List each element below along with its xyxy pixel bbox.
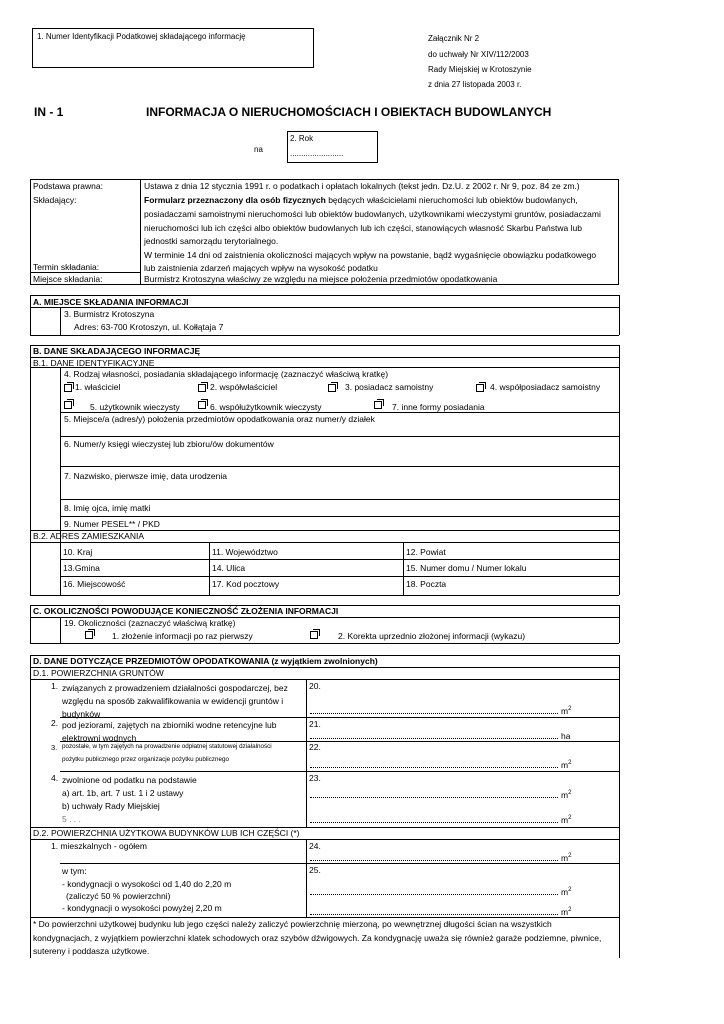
house-number-label: 15. Numer domu / Numer lokalu — [406, 563, 527, 573]
d2-row-1-label: 1. mieszkalnych - ogółem — [51, 841, 147, 851]
field-23a-unit: $m^2$ — [561, 789, 572, 800]
field-6-label: 6. Numer/y księgi wieczystej lub zbioru/ów dokumentów — [64, 439, 274, 449]
street-label: 14. Ulica — [212, 563, 246, 573]
field-22-label: 22. — [309, 742, 321, 752]
city-label: 16. Miejscowość — [63, 579, 126, 589]
circumstance-checkbox-1[interactable] — [85, 631, 93, 639]
ownership-option-6: 6. współużytkownik wieczysty — [210, 402, 322, 412]
d1-heading: D.1. POWIERZCHNIA GRUNTÓW — [33, 668, 164, 678]
field-25b-unit: $m^2$ — [561, 906, 572, 917]
field-5-label: 5. Miejsce/a (adres/y) położenia przedmiotów opodatkowania oraz numer/y działek — [64, 414, 375, 424]
attachment-line-4: z dnia 27 listopada 2003 r. — [428, 80, 522, 89]
office-address: Adres: 63-700 Krotoszyn, ul. Kołłątaja 7 — [74, 322, 224, 332]
field-7-label: 7. Nazwisko, pierwsze imię, data urodzenia — [64, 471, 227, 481]
footnote-line-1: * Do powierzchni użytkowej budynku lub jego części należy zaliczyć powierzchnię mierzoną, po wewnętrznej długości ścian na wszystkich — [33, 919, 552, 929]
ownership-checkbox-4[interactable] — [476, 384, 484, 392]
postal-code-label: 17. Kod pocztowy — [212, 579, 280, 589]
field-4-label: 4. Rodzaj własności, posiadania składającego informację (zaznaczyć właściwą kratkę) — [64, 369, 389, 379]
section-d-heading: D. DANE DOTYCZĄCE PRZEDMIOTÓW OPODATKOWANIA (z wyjątkiem zwolnionych) — [33, 656, 378, 666]
year-label: 2. Rok — [290, 134, 314, 143]
d1-row-4-line-4: 5 . . . — [62, 814, 81, 824]
b1-heading: B.1. DANE IDENTYFIKACYJNE — [33, 358, 155, 368]
miejsce-text: Burmistrz Krotoszyna właściwy ze względu na miejsce położenia przedmiotów opodatkowania — [144, 274, 498, 284]
section-b-heading: B. DANE SKŁADAJĄCEGO INFORMACJĘ — [33, 346, 201, 356]
termin-label: Termin składania: — [33, 262, 100, 272]
ownership-option-2: 2. współwłaściciel — [210, 382, 278, 392]
miejsce-label: Miejsce składania: — [33, 274, 103, 284]
d1-row-3-number: 3. — [51, 743, 58, 752]
field-24-label: 24. — [309, 841, 321, 851]
attachment-line-1: Załącznik Nr 2 — [428, 34, 480, 43]
footnote-line-2: kondygnacjach, z wyjątkiem powierzchni klatek schodowych oraz szybów dźwigowych. Za kondygnację uważa się również garaże podziemne, piwnice, — [33, 933, 602, 943]
post-office-label: 18. Poczta — [406, 579, 447, 589]
skladajacy-line-1: posiadaczami samoistnymi nieruchomości lub obiektów budowlanych, użytkownikami wieczystymi gruntów, posiadaczami — [144, 209, 601, 219]
d1-row-1-line-1: związanych z prowadzeniem działalności gospodarczej, bez — [62, 683, 288, 693]
field-3-label: 3. Burmistrz Krotoszyna — [64, 309, 155, 319]
ownership-option-5: 5. użytkownik wieczysty — [90, 402, 180, 412]
d1-row-1-line-2: względu na sposób zakwalifikowania w ewidencji gruntów i — [62, 696, 284, 706]
d1-row-4-number: 4. — [51, 773, 59, 783]
d1-row-4-line-1: zwolnione od podatku na podstawie — [62, 775, 197, 785]
d1-row-1-line-3: budynków — [62, 709, 101, 719]
circumstance-option-2: 2. Korekta uprzednio złożonej informacji (wykazu) — [338, 631, 526, 641]
field-23b-unit: $m^2$ — [561, 814, 572, 825]
field-21-unit: ha — [561, 731, 571, 741]
field-23-label: 23. — [309, 773, 321, 783]
skladajacy-label: Składający: — [33, 195, 77, 205]
year-dots: ........................ — [290, 149, 344, 158]
termin-line-1: W terminie 14 dni od zaistnienia okoliczności mających wpływ na powstanie, bądź wygaśnięcie obowiązku podatkowego — [144, 250, 597, 260]
d1-row-2-line-2: elektrowni wodnych — [62, 733, 137, 743]
ownership-option-3: 3. posiadacz samoistny — [345, 382, 434, 392]
d2-heading: D.2. POWIERZCHNIA UŻYTKOWA BUDYNKÓW LUB ICH CZĘŚCI (*) — [33, 828, 300, 838]
ownership-checkbox-2[interactable] — [198, 384, 206, 392]
skladajacy-line-2: nieruchomości lub ich części albo obiektów budowlanych lub ich części, stanowiących własność Skarbu Państwa lub — [144, 223, 582, 233]
ownership-checkbox-5[interactable] — [64, 401, 72, 409]
termin-line-2: lub zaistnienia zdarzeń mających wpływ na wysokość podatku — [144, 263, 378, 273]
d1-row-3-line-1: pozostałe, w tym zajętych na prowadzenie odpłatnej statutowej działalności — [62, 743, 272, 750]
ownership-option-7: 7. inne formy posiadania — [392, 402, 485, 412]
field-22-unit: $m^2$ — [561, 759, 572, 770]
field-9-label: 9. Numer PESEL** / PKD — [64, 519, 160, 529]
d1-row-1-number: 1. — [51, 681, 59, 691]
ownership-option-1: 1. właściciel — [75, 382, 121, 392]
d1-row-3-line-2: pożytku publicznego przez organizacje pożytku publicznego — [62, 756, 229, 763]
field-19-label: 19. Okoliczności (zaznaczyć właściwą kratkę) — [64, 618, 236, 628]
d2-row-2-line-2: - kondygnacji o wysokości od 1,40 do 2,20 m — [62, 879, 232, 889]
page-title: INFORMACJA O NIERUCHOMOŚCIACH I OBIEKTACH BUDOWLANYCH — [146, 105, 552, 119]
ownership-checkbox-1[interactable] — [64, 384, 72, 392]
d1-row-2-number: 2. — [51, 718, 59, 728]
field-8-label: 8. Imię ojca, imię matki — [64, 503, 151, 513]
b2-heading: B.2. ADRES ZAMIESZKANIA — [33, 531, 145, 541]
form-code: IN - 1 — [34, 105, 64, 119]
county-label: 12. Powiat — [406, 547, 446, 557]
podstawa-text: Ustawa z dnia 12 stycznia 1991 r. o podatkach i opłatach lokalnych (tekst jedn. Dz.U. z 2002 r. Nr 9, poz. 84 ze zm.) — [144, 181, 580, 191]
section-a-heading: A. MIEJSCE SKŁADANIA INFORMACJI — [33, 297, 189, 307]
attachment-line-3: Rady Miejskiej w Krotoszynie — [428, 65, 532, 74]
country-label: 10. Kraj — [63, 547, 93, 557]
d1-row-4-line-3: b) uchwały Rady Miejskiej — [62, 801, 160, 811]
footnote-line-3: sutereny i poddasza użytkowe. — [33, 946, 150, 956]
d2-row-2-line-4: - kondygnacji o wysokości powyżej 2,20 m — [62, 903, 222, 913]
skladajacy-line-3: jednostki samorządu terytorialnego. — [144, 236, 279, 246]
field-25a-unit: $m^2$ — [561, 886, 572, 897]
ownership-checkbox-6[interactable] — [198, 401, 206, 409]
circumstance-checkbox-2[interactable] — [310, 631, 318, 639]
field-20-label: 20. — [309, 681, 321, 691]
d1-row-2-line-1: pod jeziorami, zajętych na zbiorniki wodne retencyjne lub — [62, 720, 277, 730]
d2-row-2-line-1: w tym: — [62, 866, 87, 876]
na-label: na — [254, 145, 263, 154]
field-25-label: 25. — [309, 865, 321, 875]
field-24-unit: $m^2$ — [561, 852, 572, 863]
section-c-heading: C. OKOLICZNOŚCI POWODUJĄCE KONIECZNOŚĆ ZŁOŻENIA INFORMACJI — [33, 606, 339, 616]
field-20-unit: $m^2$ — [561, 705, 572, 716]
ownership-checkbox-7[interactable] — [374, 401, 382, 409]
field-21-label: 21. — [309, 719, 321, 729]
ownership-checkbox-3[interactable] — [328, 384, 336, 392]
ownership-option-4: 4. współposiadacz samoistny — [490, 382, 601, 392]
commune-label: 13.Gmina — [63, 563, 100, 573]
skladajacy-text: Formularz przeznaczony dla osób fizycznych będących właścicielami nieruchomości lub obiektów budowlanych, — [144, 195, 578, 205]
podstawa-label: Podstawa prawna: — [33, 181, 103, 191]
circumstance-option-1: 1. złożenie informacji po raz pierwszy — [112, 631, 253, 641]
voivodeship-label: 11. Województwo — [212, 547, 278, 557]
d1-row-4-line-2: a) art. 1b, art. 7 ust. 1 i 2 ustawy — [62, 788, 184, 798]
d2-row-2-line-3: (zaliczyć 50 % powierzchni) — [66, 891, 171, 901]
nip-label: 1. Numer Identyfikacji Podatkowej składającego informację — [37, 32, 246, 41]
attachment-line-2: do uchwały Nr XIV/112/2003 — [428, 50, 529, 59]
